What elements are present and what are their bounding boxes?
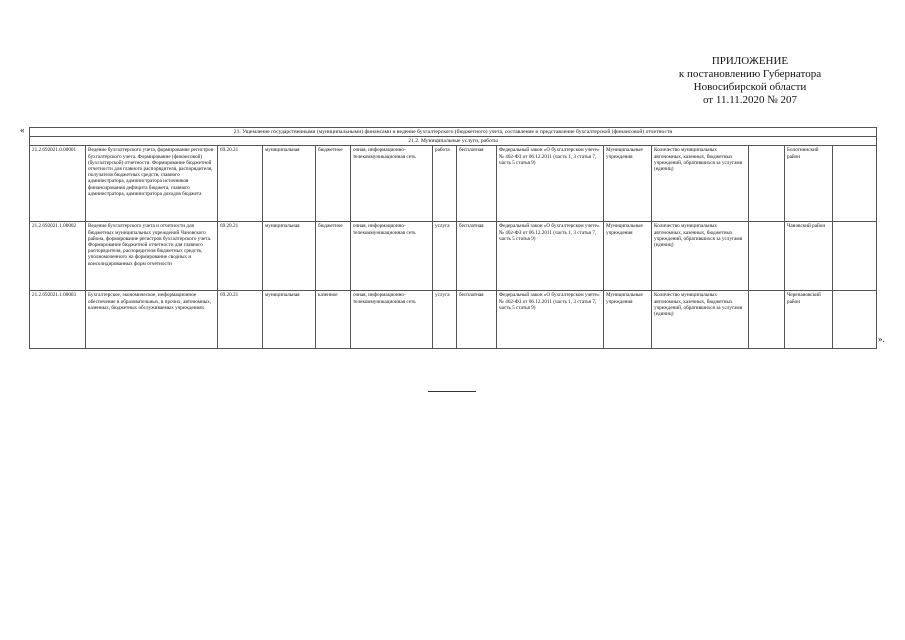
opening-quote: «: [20, 125, 25, 135]
district: Чановский район: [785, 222, 833, 291]
delivery-channel: очная, информационно-телекоммуникационная сеть: [351, 291, 433, 349]
service-code: 21.2.692021.1.00003: [30, 291, 86, 349]
service-type: работа: [433, 146, 457, 222]
delivery-channel: очная, информационно-телекоммуникационная сеть: [351, 146, 433, 222]
payment-type: бесплатная: [457, 146, 497, 222]
okved-code: 69.20.21: [218, 146, 263, 222]
appendix-date-line: от 11.11.2020 № 207: [702, 94, 798, 106]
volume-indicator: Количество муниципальных автономных, казенных, бюджетных учреждений, обратившихся за услугами (единиц): [652, 146, 749, 222]
table-row: [30, 222, 877, 291]
okved-code: 69.20.21: [218, 222, 263, 291]
appendix-region-line: Новосибирской области: [693, 81, 807, 93]
service-code: 21.2.692021.0.00001: [30, 146, 86, 222]
recipients: Муниципальные учреждения: [604, 222, 652, 291]
table-row: [30, 146, 877, 222]
funding-type: казенное: [316, 291, 351, 349]
recipients: Муниципальные учреждения: [604, 146, 652, 222]
recipients: Муниципальные учреждения: [604, 291, 652, 349]
okved-code: 69.20.21: [218, 291, 263, 349]
service-name: Ведение бухгалтерского учета и отчетности для бюджетных муниципальных учреждений Чановского района, формирование регистров бухгалтерского учета. Формирование бюджетной отчетности для главного распорядителя, распорядителя бюджетных средств, уполномоченного на формирование сводных и консолидированных форм отчетности: [86, 222, 218, 291]
service-type: услуга: [433, 291, 457, 349]
payment-type: бесплатная: [457, 222, 497, 291]
legal-basis: Федеральный закон «О бухгалтерском учете» № 402-ФЗ от 06.12.2011 (часть 1, 3 статья 7, часть 5 статья 9): [497, 222, 604, 291]
appendix-resolution-line: к постановлению Губернатора: [678, 68, 822, 80]
service-code: 21.2.692021.1.00002: [30, 222, 86, 291]
legal-basis: Федеральный закон «О бухгалтерском учете» № 402-ФЗ от 06.12.2011 (часть 1, 3 статья 7, часть 5 статья 9): [497, 146, 604, 222]
blank-cell: [833, 222, 877, 291]
service-type: услуга: [433, 222, 457, 291]
subsection-row: [30, 137, 877, 146]
blank-cell: [833, 146, 877, 222]
district: Болотнинский район: [785, 146, 833, 222]
service-name: Бухгалтерское, экономическое, информационное обеспечение в образовательных, в прочих, автономных, казенных, бюджетных обслуживаемых учреждениях: [86, 291, 218, 349]
legal-basis: Федеральный закон «О бухгалтерском учете» № 402-ФЗ от 06.12.2011 (часть 1, 3 статья 7, часть 5 статья 9): [497, 291, 604, 349]
service-level: муниципальная: [263, 291, 316, 349]
appendix-title: ПРИЛОЖЕНИЕ: [711, 55, 789, 67]
funding-type: бюджетное: [316, 146, 351, 222]
volume-indicator: Количество муниципальных автономных, казенных, бюджетных учреждений, обратившихся за услугами (единиц): [652, 291, 749, 349]
service-name: Ведение бухгалтерского учета, формирование регистров бухгалтерского учета. Формирование (финансовой) (бухгалтерской) отчетности. Формирование бюджетной отчетности для главного распорядителя, распорядителя, получателя бюджетных средств, главного администратора, администратора источников финансирования дефицита бюджета, главного администратора, администратора доходов бюджета: [86, 146, 218, 222]
section-title: 21. Ущемление государственными (муниципальными) финансами и ведение бухгалтерского (бюджетного) учета, составление и представление бухгалтерской (финансовой) отчетности: [30, 128, 877, 137]
blank-cell: [749, 222, 785, 291]
service-level: муниципальная: [263, 146, 316, 222]
section-row: [30, 128, 877, 137]
funding-type: бюджетное: [316, 222, 351, 291]
delivery-channel: очная, информационно-телекоммуникационная сеть: [351, 222, 433, 291]
blank-cell: [833, 291, 877, 349]
service-level: муниципальная: [263, 222, 316, 291]
closing-quote: ».: [878, 334, 885, 344]
subsection-title: 21.2. Муниципальные услуги, работы: [30, 137, 877, 146]
district: Черепановский район: [785, 291, 833, 349]
payment-type: бесплатная: [457, 291, 497, 349]
end-divider-line: [428, 391, 476, 392]
table-row: [30, 291, 877, 349]
services-table: [29, 127, 877, 349]
blank-cell: [749, 291, 785, 349]
blank-cell: [749, 146, 785, 222]
appendix-header: [640, 55, 860, 107]
volume-indicator: Количество муниципальных автономных, казенных, бюджетных учреждений, обратившихся за услугами (единиц): [652, 222, 749, 291]
